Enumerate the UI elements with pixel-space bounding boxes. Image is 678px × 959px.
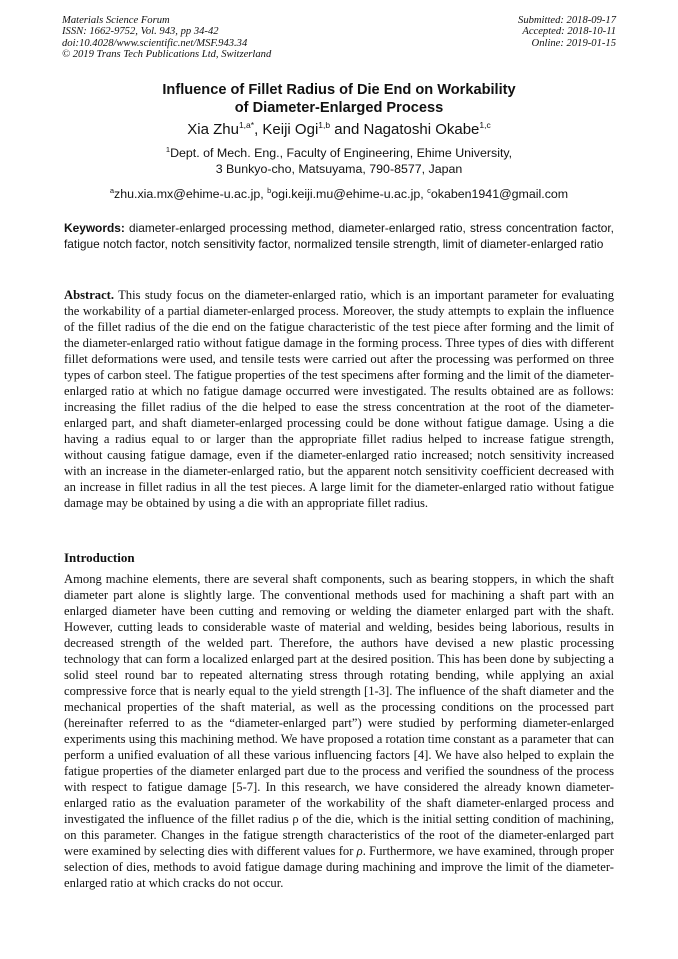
abstract-section: [64, 287, 614, 511]
doi-line: doi:10.4028/www.scientific.net/MSF.943.34: [62, 37, 248, 49]
abstract-text: This study focus on the diameter-enlarged ratio, which is an important parameter for evaluating the workability of a partial diameter-enlarged process. Moreover, the study attempts to explain the influence of the fillet radius of the die end on the fatigue characteristic of the test piece after forming and the limit of the diameter-enlarged ratio without fatigue damage in the forming process. Three types of dies with different fillet deformations were used, and tensile tests were carried out after the processing was performed on three types of carbon steel. The fatigue properties of the test specimens after forming and the limit of the diameter-enlarged ratio at which no fatigue damage occurred were investigated. The results obtained are as follows: increasing the fillet radius of the die helped to ease the stress concentration at the root of the diameter-enlarged part, and shaft diameter-enlarged processing could be done without fatigue damage. Using a die having a radius equal to or larger than the appropriate fillet radius helped to increase fatigue strength, without causing fatigue damage, even if the diameter-enlarged ratio increased; notch sensitivity increased with an increase in the diameter-enlarged ratio, but the apparent notch sensitivity coefficient decreased with an increase in fillet radius in all the test pieces. A large limit for the diameter-enlarged ratio without fatigue damage may be obtained by using a die with an appropriate fillet radius.: [64, 288, 614, 510]
journal-header: [62, 15, 616, 65]
affiliation-sup: 1: [165, 145, 171, 154]
title-block: [62, 81, 616, 202]
accepted-date: Accepted: 2018-10-11: [522, 26, 616, 38]
introduction-text-part-2: . Furthermore, we have examined, through proper selection of dies, methods to avoid fatigue damage during machining and improve the limit of the diameter-enlarged ratio at which cracks do not occur.: [64, 844, 614, 890]
title-line-1: Influence of Fillet Radius of Die End on Workability: [162, 82, 516, 98]
author-list: Xia Zhu$^{1,a*}$, Keiji Ogi$^{1,b}$ and Nagatoshi Okabe$^{1,c}$: [187, 120, 491, 138]
author-3-sup: 1,c: [479, 120, 491, 130]
publication-info: [62, 15, 271, 61]
author-3-name: Nagatoshi Okabe: [363, 121, 480, 138]
email-c-sup: c: [427, 186, 431, 195]
submitted-date: Submitted: 2018-09-17: [518, 15, 616, 26]
rho-symbol: ρ: [356, 844, 363, 858]
affiliation-line-2: 3 Bunkyo-cho, Matsuyama, 790-8577, Japan: [215, 162, 463, 176]
introduction-body: [64, 571, 614, 891]
introduction-text-part-1: Among machine elements, there are several shaft components, such as bearing stoppers, in which the shaft diameter part alone is slightly large. The conventional methods used for machining a shaft part with an enlarged diameter have been cutting and removing or welding the diameter enlarged part with the shaft. However, cutting leads to considerable waste of material and welding, besides being laborious, results in decreased strength of the welded part. Therefore, the authors have devised a new plastic processing technology that can form a localized enlarged part at the desired position. This has been done by subjecting a solid steel round bar to repeated alternating stress through rotating bending, while applying an axial compressive force that is nearly equal to the yield strength [1-3]. The influence of the shaft diameter and the mechanical properties of the shaft material, as well as the processing conditions on the processed part (hereinafter referred to as the “diameter-enlarged part”) were studied by performing diameter-enlarged experiments using this machining method. We have proposed a rotation time constant as a parameter that can perform a unified evaluation of all these various influencing factors [4]. We have also helped to explain the fatigue properties of the diameter enlarged part due to the process and verified the soundness of the process with respect to fatigue damage [5-7]. In this research, we have considered the already known diameter-enlarged ratio as the evaluation parameter of the workability of the shaft diameter-enlarged process and investigated the influence of the fillet radius ρ of the die, which is the initial setting condition of machining, on this parameter. Changes in the fatigue strength characteristics of the root of the diameter-enlarged part were examined by selecting dies with different values for: [64, 572, 614, 858]
keywords-text: diameter-enlarged processing method, diameter-enlarged ratio, stress concentration factor, fatigue notch factor, notch sensitivity factor, normalized tensile strength, limit of diameter-enlarged ratio: [64, 221, 614, 251]
copyright-line: © 2019 Trans Tech Publications Ltd, Switzerland: [62, 49, 272, 61]
paper-title: [62, 81, 616, 117]
issn-line: ISSN: 1662-9752, Vol. 943, pp 34-42: [62, 26, 219, 38]
submission-dates: [518, 15, 616, 49]
author-emails: [62, 186, 616, 202]
author-2-name: Keiji Ogi: [262, 121, 319, 138]
author-2-sup: 1,b: [318, 120, 331, 130]
online-date: Online: 2019-01-15: [531, 37, 616, 49]
email-b: ogi.keiji.mu@ehime-u.ac.jp,: [271, 187, 424, 201]
author-1-name: Xia Zhu: [187, 121, 239, 138]
email-c: okaben1941@gmail.com: [430, 187, 569, 201]
abstract-label: Abstract.: [64, 288, 115, 302]
author-and: and: [334, 121, 360, 138]
author-1-sup: 1,a*: [238, 120, 255, 130]
email-b-sup: b: [267, 186, 272, 195]
keywords-section: [64, 220, 614, 252]
affiliation: [62, 145, 616, 177]
journal-name: Materials Science Forum: [62, 15, 170, 26]
email-a-sup: a: [109, 186, 115, 195]
email-a: zhu.xia.mx@ehime-u.ac.jp,: [114, 187, 264, 201]
keywords-label: Keywords:: [64, 221, 125, 235]
affiliation-line-1: $^1$Dept. of Mech. Eng., Faculty of Engineering, Ehime University,: [165, 145, 513, 160]
title-line-2: of Diameter-Enlarged Process: [234, 100, 444, 116]
introduction-heading: Introduction: [64, 550, 135, 565]
